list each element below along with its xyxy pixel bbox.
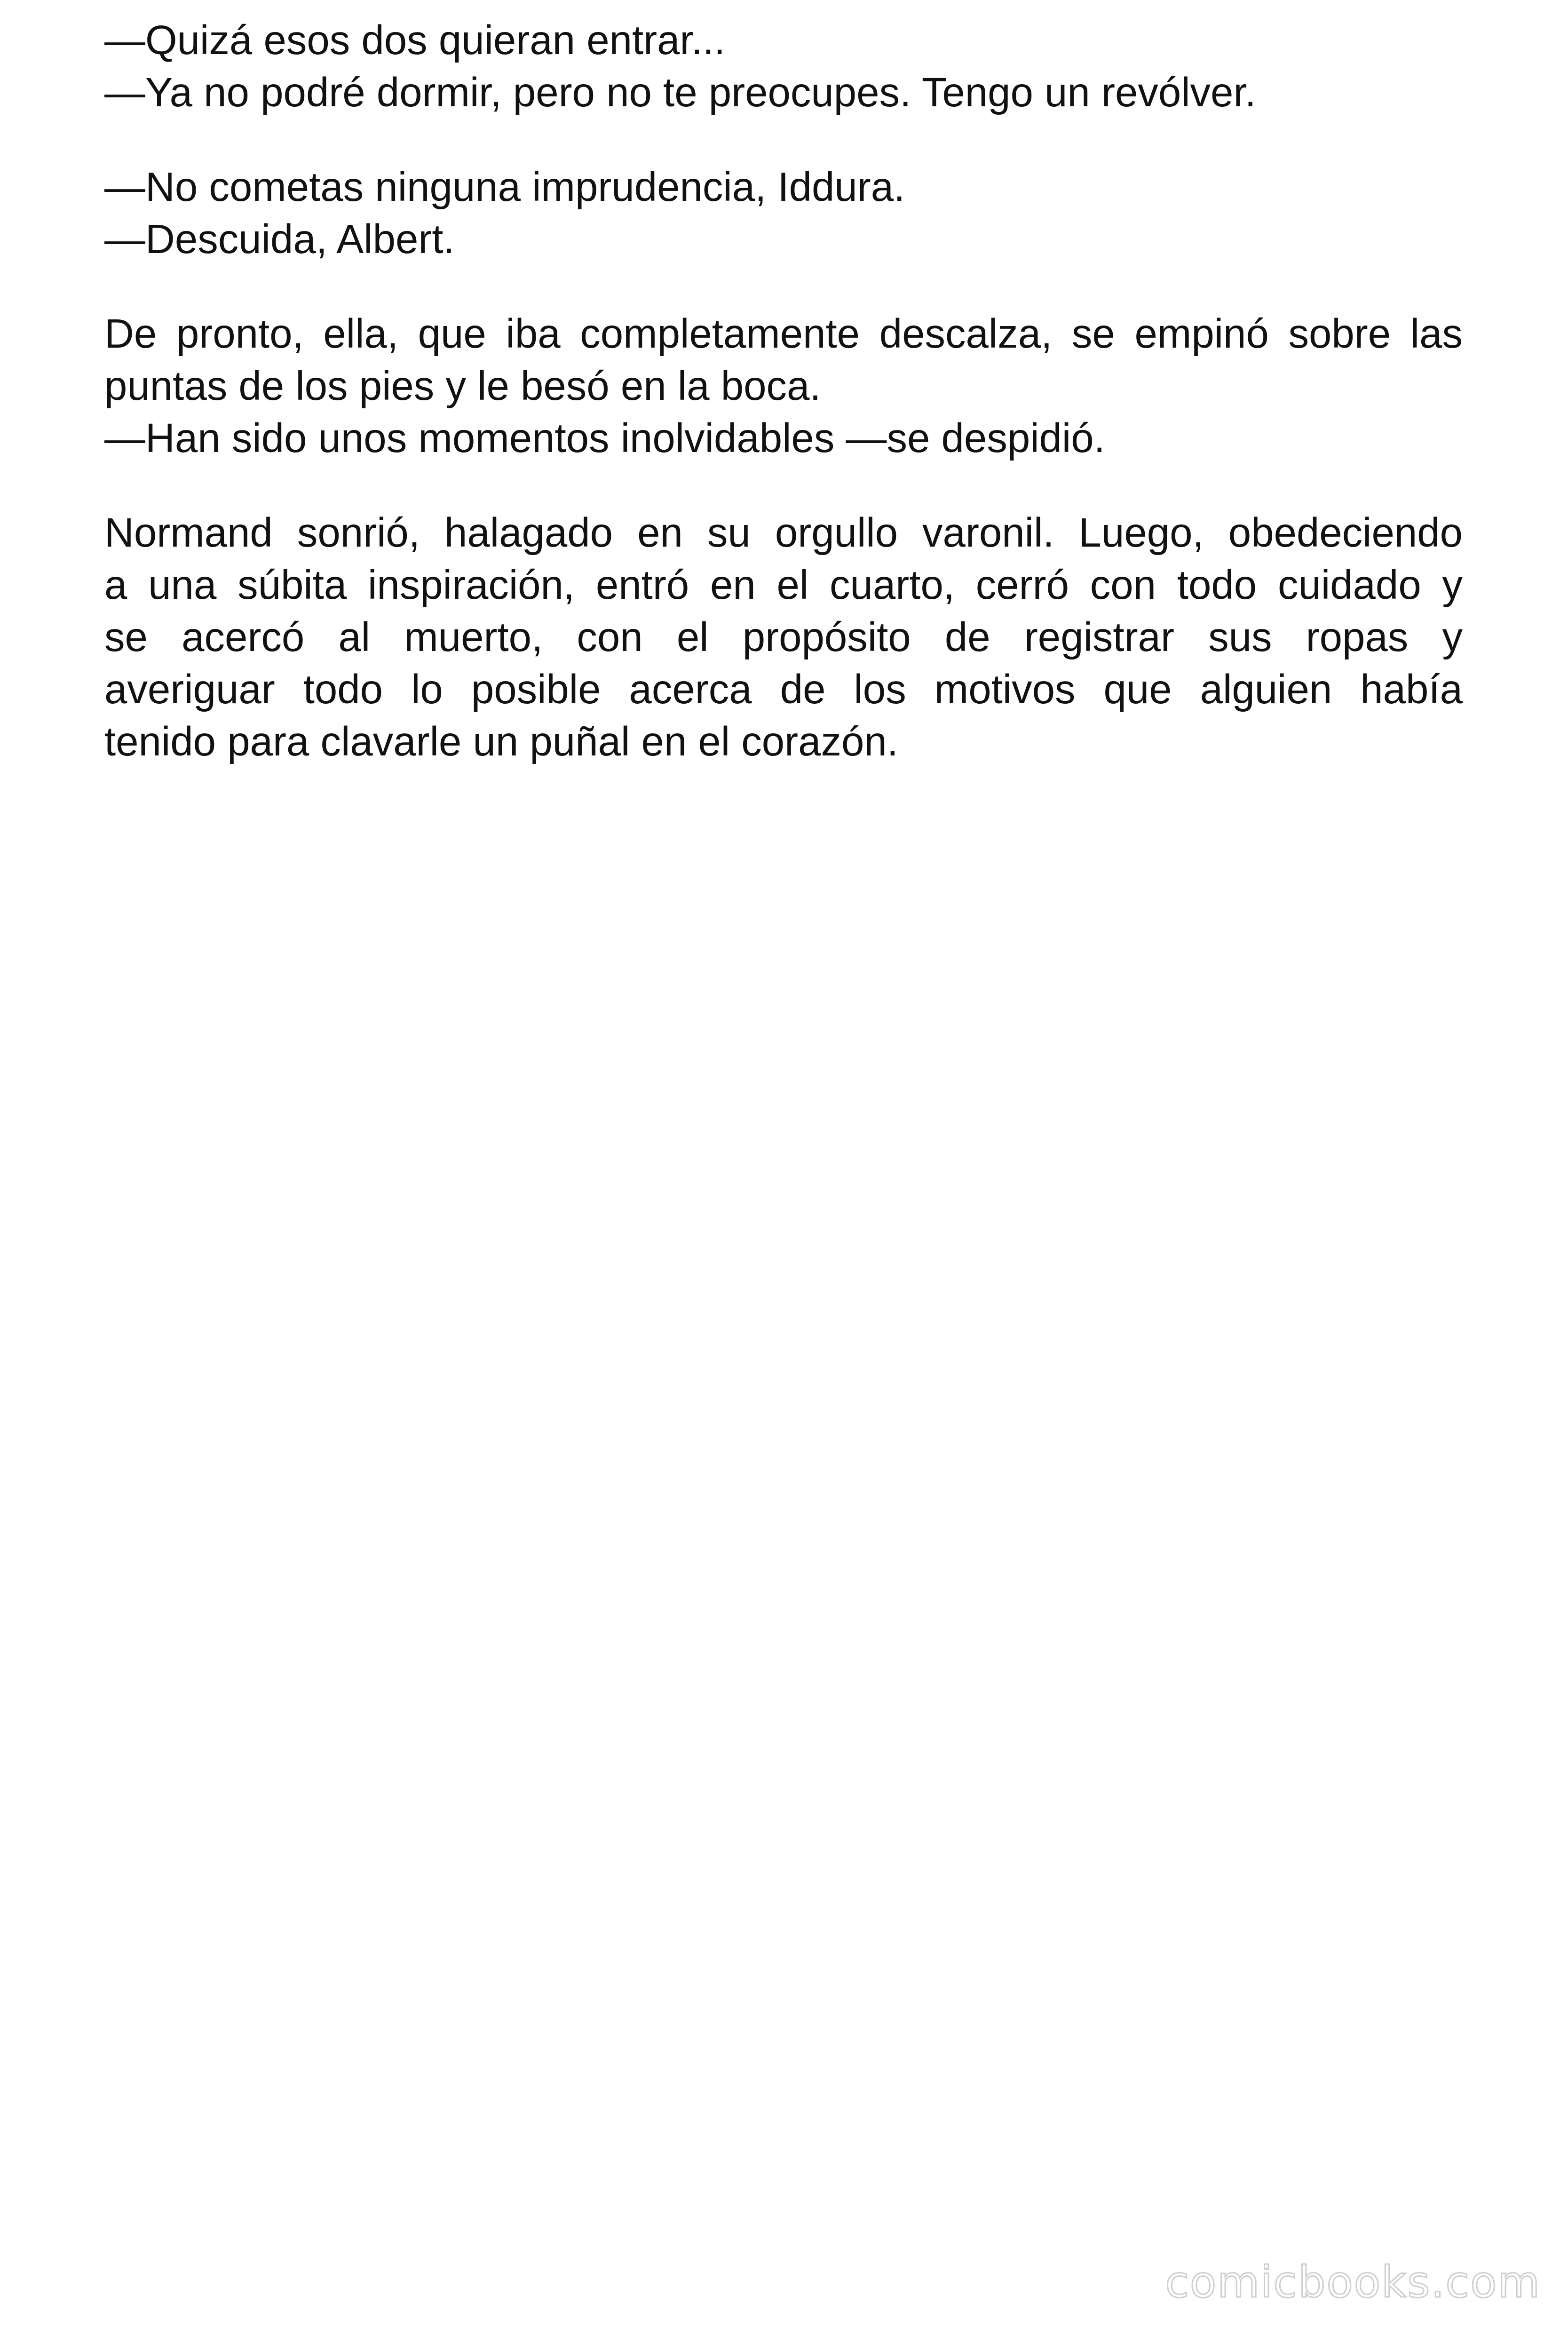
text-line: —No cometas ninguna imprudencia, Iddura. [104,164,905,210]
watermark-logo: comicbooks.com [1165,2257,1541,2307]
text-line: tenido para clavarle un puñal en el corazón. [104,719,898,764]
text-line: —Han sido unos momentos inolvidables —se despidió. [104,415,1105,461]
text-line: averiguar todo lo posible acerca de los motivos que alguien había [104,667,1463,712]
dialogue-paragraph-1 [104,14,1463,119]
dialogue-paragraph-2 [104,161,1463,265]
text-line: —Descuida, Albert. [104,216,455,262]
text-line: Normand sonrió, halagado en su orgullo varonil. Luego, obedeciendo [104,510,1463,556]
page-text [104,14,1463,768]
text-line: —Quizá esos dos quieran entrar... [104,17,726,63]
text-line: se acercó al muerto, con el propósito de registrar sus ropas y [104,614,1463,660]
narrative-paragraph-1 [104,308,1463,464]
text-line: —Ya no podré dormir, pero no te preocupes. Tengo un revólver. [104,70,1256,115]
text-line: De pronto, ella, que iba completamente descalza, se empinó sobre las [104,311,1463,357]
text-line: a una súbita inspiración, entró en el cuarto, cerró con todo cuidado y [104,562,1463,608]
narrative-paragraph-2 [104,507,1463,768]
text-line: puntas de los pies y le besó en la boca. [104,363,821,409]
